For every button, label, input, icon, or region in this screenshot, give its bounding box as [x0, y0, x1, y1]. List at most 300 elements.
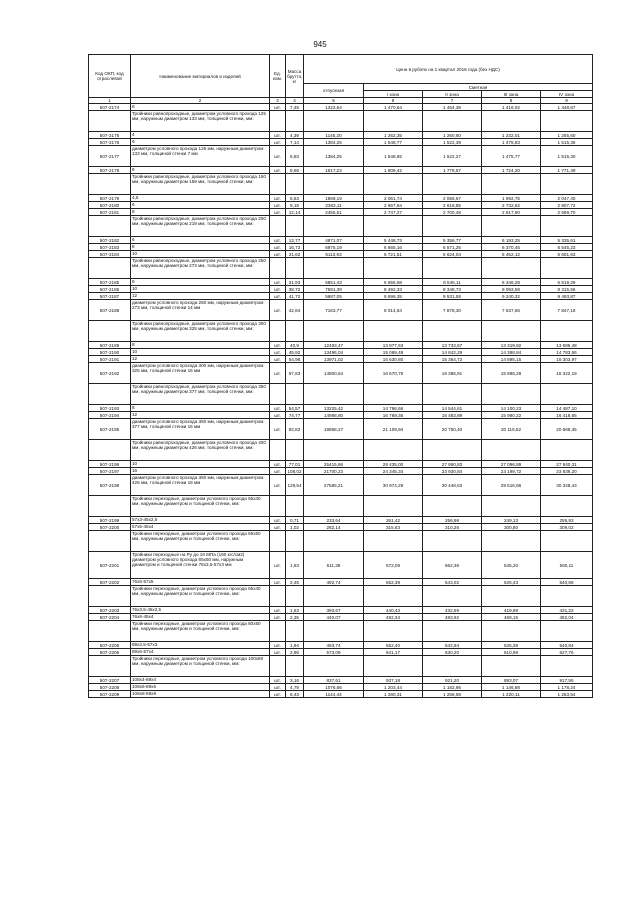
row-mass: 7,14: [286, 139, 304, 146]
col-number: 7: [423, 98, 482, 104]
row-code: [89, 621, 131, 642]
header-zone-2: II зона: [423, 91, 482, 98]
row-release-price: 14988,80: [304, 412, 364, 419]
row-unit: шт.: [270, 167, 286, 174]
table-row: [89, 279, 593, 286]
header-zone-1: I зона: [364, 91, 423, 98]
row-name: 8: [131, 342, 270, 349]
row-zone-4-price: 7 847,18: [541, 300, 593, 321]
row-unit: шт.: [270, 251, 286, 258]
row-unit: шт.: [270, 286, 286, 293]
row-unit: шт.: [270, 279, 286, 286]
row-zone-4-price: 1 253,54: [541, 691, 593, 698]
table-row: [89, 356, 593, 363]
row-unit: шт.: [270, 419, 286, 440]
row-mass: 3,16: [286, 677, 304, 684]
empty-cell: [286, 621, 304, 642]
row-release-price: 13496,04: [304, 349, 364, 356]
empty-cell: [364, 384, 423, 405]
row-zone-2-price: 543,02: [423, 579, 482, 586]
empty-cell: [423, 531, 482, 552]
section-row: [89, 586, 593, 607]
row-zone-1-price: 6 665,16: [364, 244, 423, 251]
row-release-price: 493,74: [304, 642, 364, 649]
row-unit: шт.: [270, 146, 286, 167]
row-release-price: 7163,77: [304, 300, 364, 321]
empty-cell: [423, 174, 482, 195]
row-zone-3-price: 7 637,56: [482, 300, 541, 321]
row-zone-3-price: 1 416,02: [482, 104, 541, 111]
table-row: [89, 419, 593, 440]
row-unit: шт.: [270, 300, 286, 321]
row-zone-4-price: 627,76: [541, 649, 593, 656]
row-mass: 38,72: [286, 286, 304, 293]
row-zone-3-price: 300,80: [482, 524, 541, 531]
empty-cell: [270, 384, 286, 405]
row-zone-2-price: 2 055,67: [423, 195, 482, 202]
row-release-price: 1144,44: [304, 691, 364, 698]
row-zone-3-price: 526,38: [482, 642, 541, 649]
row-mass: 2,45: [286, 579, 304, 586]
row-zone-2-price: 16 483,89: [423, 412, 482, 419]
row-mass: 5,63: [286, 195, 304, 202]
empty-cell: [304, 440, 364, 461]
empty-cell: [364, 656, 423, 677]
row-zone-3-price: 1 232,01: [482, 132, 541, 139]
row-unit: шт.: [270, 684, 286, 691]
row-zone-1-price: 13 977,63: [364, 342, 423, 349]
row-name: 12: [131, 356, 270, 363]
row-zone-3-price: 1 475,77: [482, 146, 541, 167]
row-zone-2-price: 13 733,67: [423, 342, 482, 349]
row-release-price: 282,14: [304, 524, 364, 531]
row-code: 507-2180: [89, 202, 131, 209]
row-code: 507-2201: [89, 552, 131, 579]
row-release-price: 1617,23: [304, 167, 364, 174]
row-name: 10: [131, 286, 270, 293]
table-row: [89, 517, 593, 524]
table-row: [89, 405, 593, 412]
row-zone-4-price: 14 487,10: [541, 405, 593, 412]
row-zone-4-price: 23 836,20: [541, 468, 593, 475]
row-zone-1-price: 15 630,80: [364, 356, 423, 363]
row-zone-1-price: 1 262,35: [364, 132, 423, 139]
table-row: [89, 293, 593, 300]
row-mass: 40,9: [286, 342, 304, 349]
row-zone-2-price: 9 531,58: [423, 293, 482, 300]
row-zone-3-price: 1 992,75: [482, 195, 541, 202]
row-mass: 2,35: [286, 614, 304, 621]
row-zone-1-price: 6 655,58: [364, 279, 423, 286]
table-row: [89, 412, 593, 419]
row-code: 507-2207: [89, 677, 131, 684]
row-name: диаметром условного прохода 350 мм, наружным диаметром 426 мм, толщиной стенки 18 мм: [131, 475, 270, 496]
row-zone-1-price: 552,40: [364, 642, 423, 649]
section-row: [89, 216, 593, 237]
row-name: 8: [131, 209, 270, 216]
section-title: Тройники переходные, диаметром условного прохода 65х50 мм, наружным диаметром и толщиной стенки, мм:: [131, 531, 270, 552]
empty-cell: [482, 621, 541, 642]
row-zone-1-price: 1 548,77: [364, 139, 423, 146]
section-row: [89, 111, 593, 132]
row-zone-3-price: 9 240,32: [482, 293, 541, 300]
row-zone-2-price: 2 700,48: [423, 209, 482, 216]
row-code: 507-2179: [89, 195, 131, 202]
row-zone-3-price: 20 116,52: [482, 419, 541, 440]
row-zone-3-price: 545,20: [482, 552, 541, 579]
row-zone-1-price: 552,39: [364, 579, 423, 586]
empty-cell: [482, 216, 541, 237]
section-title: Тройники равнопроходные, диаметром условного прохода 200 мм, наружным диаметром 219 мм, толщиной стенки, мм:: [131, 216, 270, 237]
row-zone-2-price: 1 522,39: [423, 139, 482, 146]
row-unit: шт.: [270, 104, 286, 111]
row-zone-3-price: 2 617,90: [482, 209, 541, 216]
row-zone-2-price: 20 750,40: [423, 419, 482, 440]
row-zone-1-price: 1 203,44: [364, 684, 423, 691]
row-zone-1-price: 16 769,35: [364, 412, 423, 419]
row-zone-4-price: 1 515,30: [541, 146, 593, 167]
row-name: 6: [131, 202, 270, 209]
empty-cell: [482, 440, 541, 461]
row-zone-4-price: 560,11: [541, 552, 593, 579]
row-zone-1-price: 15 099,48: [364, 349, 423, 356]
row-zone-4-price: 5 335,61: [541, 237, 593, 244]
section-row: [89, 531, 593, 552]
empty-cell: [270, 174, 286, 195]
col-number: 9: [541, 98, 593, 104]
row-zone-4-price: 2 689,70: [541, 209, 593, 216]
empty-cell: [423, 496, 482, 517]
row-name: 76x5-57x5: [131, 579, 270, 586]
row-code: 507-2187: [89, 293, 131, 300]
row-code: 507-2191: [89, 356, 131, 363]
row-name: 6: [131, 139, 270, 146]
empty-cell: [270, 111, 286, 132]
col-number: 2: [131, 98, 270, 104]
header-zone-3: III зона: [482, 91, 541, 98]
row-zone-1-price: 14 796,66: [364, 405, 423, 412]
row-code: 507-2202: [89, 579, 131, 586]
table-row: [89, 468, 593, 475]
section-title: Тройники равнопроходные, диаметром условного прохода 250 мм, наружным диаметром 273 мм, толщиной стенки, мм:: [131, 258, 270, 279]
empty-cell: [364, 174, 423, 195]
row-mass: 92,82: [286, 419, 304, 440]
row-name: 8: [131, 405, 270, 412]
empty-cell: [364, 440, 423, 461]
table-row: [89, 300, 593, 321]
empty-cell: [364, 586, 423, 607]
row-zone-2-price: 1 260,60: [423, 132, 482, 139]
row-code: [89, 174, 131, 195]
row-zone-2-price: 1 454,38: [423, 104, 482, 111]
row-name: 89x6-57x4: [131, 649, 270, 656]
table-row: [89, 677, 593, 684]
row-mass: 74,77: [286, 412, 304, 419]
row-name: диаметром условного прохода 125 мм, наружным диаметром 133 мм, толщиной стенки 7 мм: [131, 146, 270, 167]
table-row: [89, 475, 593, 496]
row-code: [89, 321, 131, 342]
section-title: Тройники переходные, диаметром условного прохода 80х50 мм, наружным диаметром и толщиной стенки, мм:: [131, 621, 270, 642]
row-zone-3-price: 15 980,22: [482, 412, 541, 419]
row-unit: шт.: [270, 517, 286, 524]
row-zone-2-price: 16 386,91: [423, 363, 482, 384]
empty-cell: [541, 586, 593, 607]
row-mass: 16,73: [286, 244, 304, 251]
row-mass: 9,58: [286, 167, 304, 174]
row-name: 4,5: [131, 195, 270, 202]
row-name: диаметром условного прохода 250 мм, наружным диаметром 273 мм, толщиной стенки 14 мм: [131, 300, 270, 321]
row-release-price: 1146,20: [304, 132, 364, 139]
empty-cell: [364, 111, 423, 132]
empty-cell: [270, 656, 286, 677]
empty-cell: [286, 586, 304, 607]
row-mass: 6,83: [286, 146, 304, 167]
row-unit: шт.: [270, 139, 286, 146]
row-code: 507-2182: [89, 237, 131, 244]
row-zone-1-price: 315,63: [364, 524, 423, 531]
row-name: 12: [131, 293, 270, 300]
col-number: 6: [364, 98, 423, 104]
row-zone-1-price: 30 974,29: [364, 475, 423, 496]
empty-cell: [541, 111, 593, 132]
row-name: 8: [131, 279, 270, 286]
section-row: [89, 496, 593, 517]
table-row: [89, 649, 593, 656]
row-zone-3-price: 249,13: [482, 517, 541, 524]
row-zone-1-price: 9 696,35: [364, 293, 423, 300]
row-unit: шт.: [270, 209, 286, 216]
section-row: [89, 174, 593, 195]
table-row: [89, 251, 593, 258]
row-code: 507-2193: [89, 405, 131, 412]
row-unit: шт.: [270, 614, 286, 621]
table-row: [89, 104, 593, 111]
empty-cell: [286, 216, 304, 237]
empty-cell: [482, 258, 541, 279]
row-zone-4-price: 1 178,24: [541, 684, 593, 691]
empty-cell: [304, 174, 364, 195]
row-code: [89, 258, 131, 279]
row-unit: шт.: [270, 468, 286, 475]
table-row: [89, 132, 593, 139]
row-code: 507-2188: [89, 300, 131, 321]
row-zone-2-price: 542,94: [423, 642, 482, 649]
header-zone-4: IV зона: [541, 91, 593, 98]
row-code: [89, 586, 131, 607]
row-unit: шт.: [270, 475, 286, 496]
empty-cell: [304, 216, 364, 237]
empty-cell: [423, 656, 482, 677]
row-zone-1-price: 5 448,73: [364, 237, 423, 244]
row-zone-2-price: 30 448,63: [423, 475, 482, 496]
row-zone-2-price: 256,96: [423, 517, 482, 524]
empty-cell: [423, 258, 482, 279]
row-mass: 9,18: [286, 202, 304, 209]
table-row: [89, 579, 593, 586]
empty-cell: [541, 258, 593, 279]
row-zone-3-price: 8 093,58: [482, 286, 541, 293]
row-zone-2-price: 1 258,58: [423, 691, 482, 698]
row-unit: шт.: [270, 642, 286, 649]
row-zone-4-price: 431,22: [541, 607, 593, 614]
row-code: 507-2178: [89, 167, 131, 174]
empty-cell: [364, 531, 423, 552]
row-code: 507-2190: [89, 349, 131, 356]
empty-cell: [304, 321, 364, 342]
row-unit: шт.: [270, 293, 286, 300]
empty-cell: [270, 531, 286, 552]
row-unit: шт.: [270, 342, 286, 349]
row-code: 507-2198: [89, 475, 131, 496]
row-release-price: 25415,66: [304, 461, 364, 468]
row-release-price: 492,74: [304, 579, 364, 586]
empty-cell: [541, 174, 593, 195]
row-zone-2-price: 5 624,04: [423, 251, 482, 258]
row-code: 507-2194: [89, 412, 131, 419]
table-row: [89, 524, 593, 531]
row-mass: 2,86: [286, 649, 304, 656]
row-zone-2-price: 15 364,72: [423, 356, 482, 363]
row-code: 507-2176: [89, 139, 131, 146]
empty-cell: [270, 586, 286, 607]
empty-cell: [286, 440, 304, 461]
empty-cell: [304, 621, 364, 642]
row-unit: шт.: [270, 356, 286, 363]
row-zone-4-price: 2 047,40: [541, 195, 593, 202]
row-zone-1-price: 1 548,65: [364, 146, 423, 167]
empty-cell: [270, 258, 286, 279]
row-release-price: 1869,19: [304, 195, 364, 202]
row-unit: шт.: [270, 132, 286, 139]
row-mass: 31,93: [286, 279, 304, 286]
row-release-price: 13225,42: [304, 405, 364, 412]
row-release-price: 233,64: [304, 517, 364, 524]
empty-cell: [423, 384, 482, 405]
section-title: Тройники равнопроходные, диаметром условного прохода 400 мм, наружным диаметром 426 мм, толщиной стенки, мм:: [131, 440, 270, 461]
row-mass: 21,62: [286, 251, 304, 258]
row-release-price: 21700,23: [304, 468, 364, 475]
row-mass: 108,02: [287, 468, 302, 474]
empty-cell: [304, 496, 364, 517]
row-zone-4-price: 16 322,19: [541, 363, 593, 384]
row-zone-2-price: 921,20: [423, 677, 482, 684]
row-mass: 4,79: [286, 684, 304, 691]
row-unit: шт.: [270, 195, 286, 202]
row-zone-3-price: 6 346,29: [482, 279, 541, 286]
row-name: 8: [131, 244, 270, 251]
row-unit: шт.: [270, 524, 286, 531]
table-row: [89, 342, 593, 349]
section-row: [89, 384, 593, 405]
row-code: 507-2204: [89, 614, 131, 621]
row-release-price: 5851,43: [304, 279, 364, 286]
table-row: [89, 202, 593, 209]
table-row: [89, 146, 593, 167]
table-row: [89, 139, 593, 146]
row-release-price: 27585,21: [304, 475, 364, 496]
row-zone-2-price: 6 545,11: [423, 279, 482, 286]
empty-cell: [482, 531, 541, 552]
row-mass: 13,77: [286, 237, 304, 244]
row-mass: 77,01: [286, 461, 304, 468]
row-zone-1-price: 572,09: [364, 552, 423, 579]
row-zone-2-price: 1 182,95: [423, 684, 482, 691]
col-number: 1: [89, 98, 131, 104]
row-zone-1-price: 492,34: [364, 614, 423, 621]
empty-cell: [304, 258, 364, 279]
row-name: 76x3,5-45x2,5: [131, 607, 270, 614]
row-name: диаметром условного прохода 350 мм, наружным диаметром 377 мм, толщиной стенки 16 мм: [131, 419, 270, 440]
empty-cell: [482, 656, 541, 677]
row-zone-4-price: 13 685,48: [541, 342, 593, 349]
empty-cell: [541, 531, 593, 552]
empty-cell: [286, 174, 304, 195]
empty-cell: [286, 656, 304, 677]
table-row: [89, 691, 593, 698]
row-code: [89, 531, 131, 552]
row-zone-1-price: 937,18: [364, 677, 423, 684]
row-release-price: 5687,05: [304, 293, 364, 300]
row-mass: 67,83: [286, 363, 304, 384]
section-title: Тройники переходные, диаметром условного прохода 65х40 мм, наружным диаметром и толщиной стенки, мм:: [131, 496, 270, 517]
row-zone-2-price: 1 522,27: [423, 146, 482, 167]
row-code: 507-2205: [89, 642, 131, 649]
row-unit: шт.: [270, 461, 286, 468]
row-name: 57x5-45x4: [131, 524, 270, 531]
table-row: [89, 286, 593, 293]
row-name: 57x3-45x2,5: [131, 517, 270, 524]
row-unit: шт.: [270, 363, 286, 384]
row-zone-4-price: 1 771,39: [541, 167, 593, 174]
row-zone-3-price: 2 732,62: [482, 202, 541, 209]
row-release-price: 1384,25: [304, 139, 364, 146]
row-code: 507-2195: [89, 419, 131, 440]
row-mass: 12,14: [286, 209, 304, 216]
row-unit: шт.: [270, 607, 286, 614]
row-code: 507-2183: [89, 244, 131, 251]
row-zone-1-price: 261,42: [364, 517, 423, 524]
row-name: 10: [131, 251, 270, 258]
row-zone-3-price: 1 220,11: [482, 691, 541, 698]
row-name: 8: [131, 104, 270, 111]
row-unit: шт.: [270, 237, 286, 244]
row-unit: шт.: [270, 677, 286, 684]
row-zone-2-price: 14 842,29: [423, 349, 482, 356]
header-mass: Масса брутто, кг: [286, 55, 304, 98]
row-zone-4-price: 2 807,72: [541, 202, 593, 209]
empty-cell: [423, 321, 482, 342]
row-zone-1-price: 21 109,94: [364, 419, 423, 440]
header-release: отпускная: [304, 84, 364, 98]
empty-cell: [423, 216, 482, 237]
table-body: [89, 104, 593, 698]
row-zone-2-price: 2 618,85: [423, 202, 482, 209]
row-unit: шт.: [270, 244, 286, 251]
row-zone-4-price: 16 418,65: [541, 412, 593, 419]
empty-cell: [364, 258, 423, 279]
row-name: 108x8-89x8: [131, 691, 270, 698]
row-unit: шт.: [270, 649, 286, 656]
row-code: 507-2177: [89, 146, 131, 167]
empty-cell: [304, 531, 364, 552]
row-name: 8: [131, 167, 270, 174]
row-zone-1-price: 24 345,34: [364, 468, 423, 475]
row-release-price: 18868,27: [304, 419, 364, 440]
row-zone-2-price: 27 950,83: [423, 461, 482, 468]
empty-cell: [423, 586, 482, 607]
row-release-price: 440,07: [304, 614, 364, 621]
row-zone-2-price: 8 348,73: [423, 286, 482, 293]
